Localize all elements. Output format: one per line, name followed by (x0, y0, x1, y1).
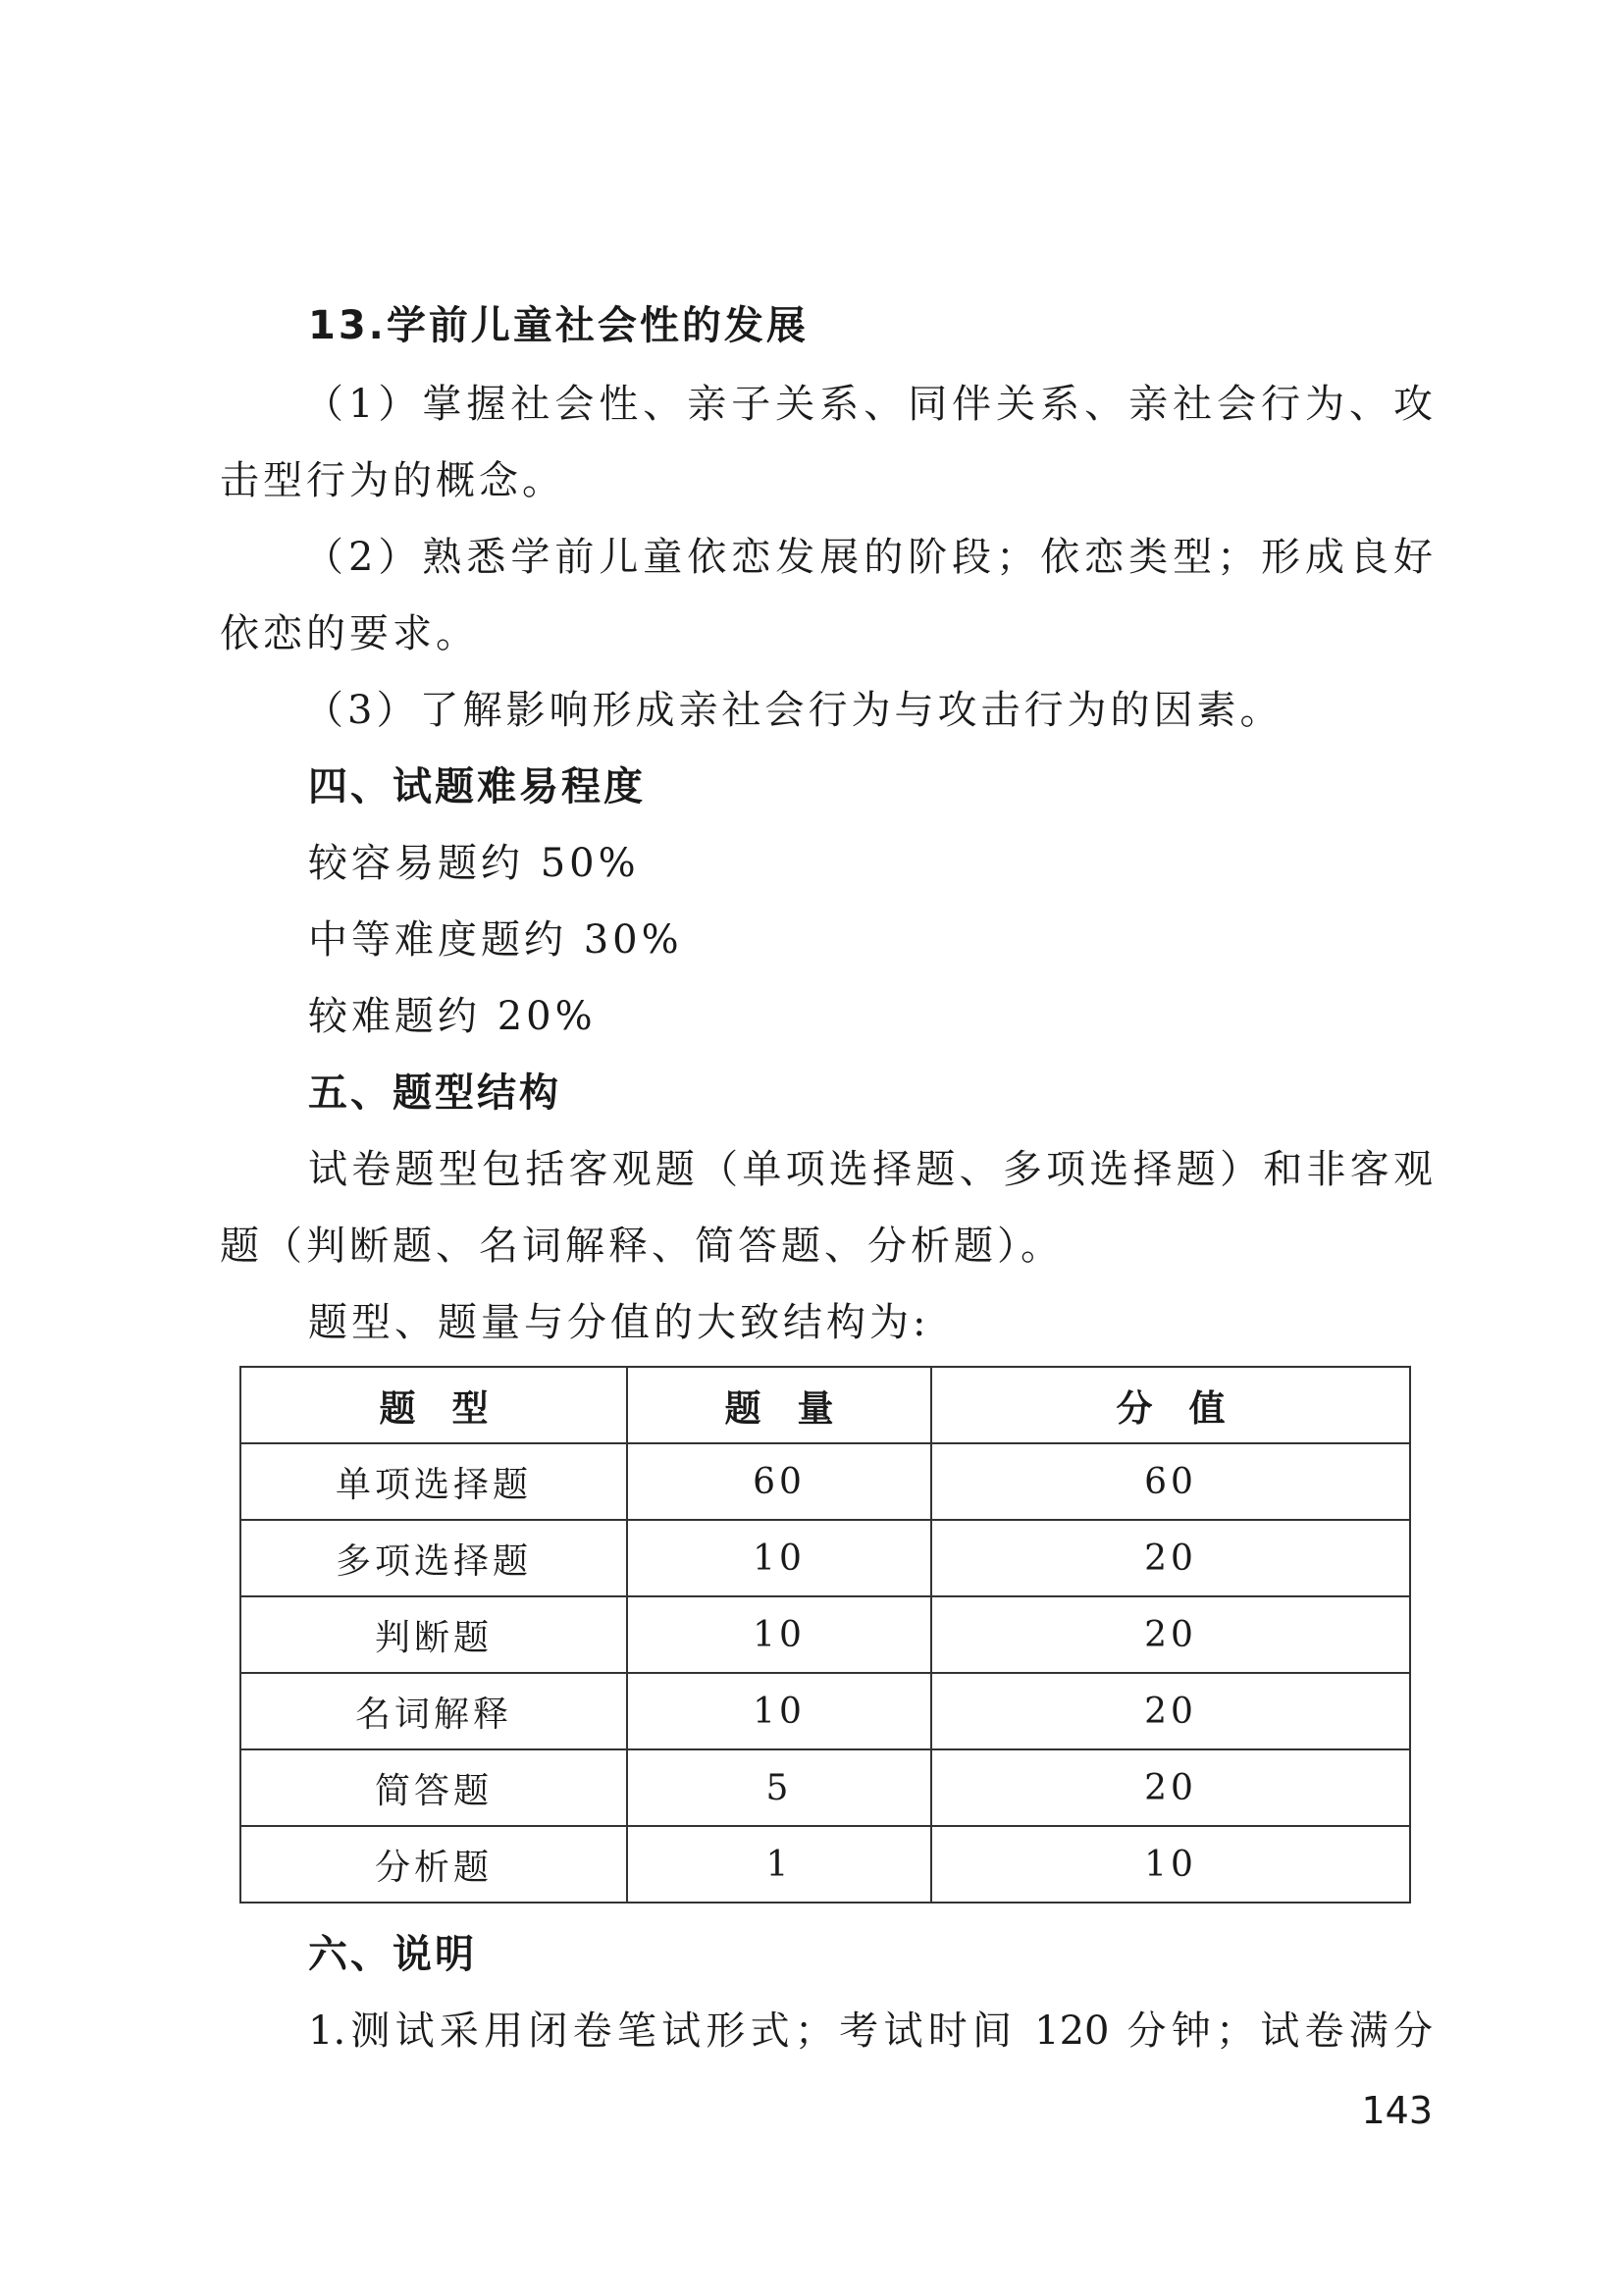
section-13-item2-line1: （2）熟悉学前儿童依恋发展的阶段；依恋类型；形成良好 (304, 535, 1433, 580)
cell-type: 判断题 (240, 1596, 627, 1673)
table-row (240, 1443, 1410, 1520)
page-number: 143 (1361, 2089, 1433, 2132)
cell-score: 10 (931, 1826, 1410, 1903)
cell-score: 20 (931, 1749, 1410, 1826)
header-question-type: 题 型 (240, 1367, 627, 1443)
section-5-title: 五、题型结构 (308, 1070, 561, 1116)
cell-count: 10 (627, 1596, 931, 1673)
table-header-row (240, 1367, 1410, 1443)
difficulty-medium: 中等难度题约 30% (308, 917, 683, 963)
cell-count: 10 (627, 1520, 931, 1596)
header-score: 分 值 (931, 1367, 1410, 1443)
header-question-count: 题 量 (627, 1367, 931, 1443)
table-row (240, 1520, 1410, 1596)
cell-count: 60 (627, 1443, 931, 1520)
table-row (240, 1673, 1410, 1749)
table-row (240, 1596, 1410, 1673)
difficulty-hard: 较难题约 20% (308, 994, 597, 1039)
section-6-item1: 1.测试采用闭卷笔试形式；考试时间 120 分钟；试卷满分 (308, 2008, 1433, 2054)
section-5-para-line1: 试卷题型包括客观题（单项选择题、多项选择题）和非客观 (308, 1147, 1433, 1192)
section-13-item1-line1: （1）掌握社会性、亲子关系、同伴关系、亲社会行为、攻 (304, 382, 1433, 427)
cell-type: 简答题 (240, 1749, 627, 1826)
cell-type: 名词解释 (240, 1673, 627, 1749)
section-6-title: 六、说明 (308, 1932, 477, 1977)
difficulty-easy: 较容易题约 50% (308, 841, 640, 886)
cell-count: 10 (627, 1673, 931, 1749)
cell-count: 1 (627, 1826, 931, 1903)
cell-type: 单项选择题 (240, 1443, 627, 1520)
cell-score: 20 (931, 1596, 1410, 1673)
question-structure-table (239, 1366, 1411, 1904)
cell-count: 5 (627, 1749, 931, 1826)
section-13-item3: （3）了解影响形成亲社会行为与攻击行为的因素。 (304, 688, 1283, 733)
cell-type: 分析题 (240, 1826, 627, 1903)
cell-score: 20 (931, 1673, 1410, 1749)
cell-score: 20 (931, 1520, 1410, 1596)
table-intro: 题型、题量与分值的大致结构为: (308, 1300, 930, 1345)
section-13-title: 13.学前儿童社会性的发展 (308, 303, 809, 348)
section-4-title: 四、试题难易程度 (308, 764, 646, 809)
cell-type: 多项选择题 (240, 1520, 627, 1596)
table-row (240, 1749, 1410, 1826)
table-row (240, 1826, 1410, 1903)
section-13-item2-line2: 依恋的要求。 (220, 611, 479, 656)
section-13-item1-line2: 击型行为的概念。 (220, 458, 565, 503)
section-5-para-line2: 题（判断题、名词解释、简答题、分析题）。 (220, 1224, 1064, 1269)
cell-score: 60 (931, 1443, 1410, 1520)
